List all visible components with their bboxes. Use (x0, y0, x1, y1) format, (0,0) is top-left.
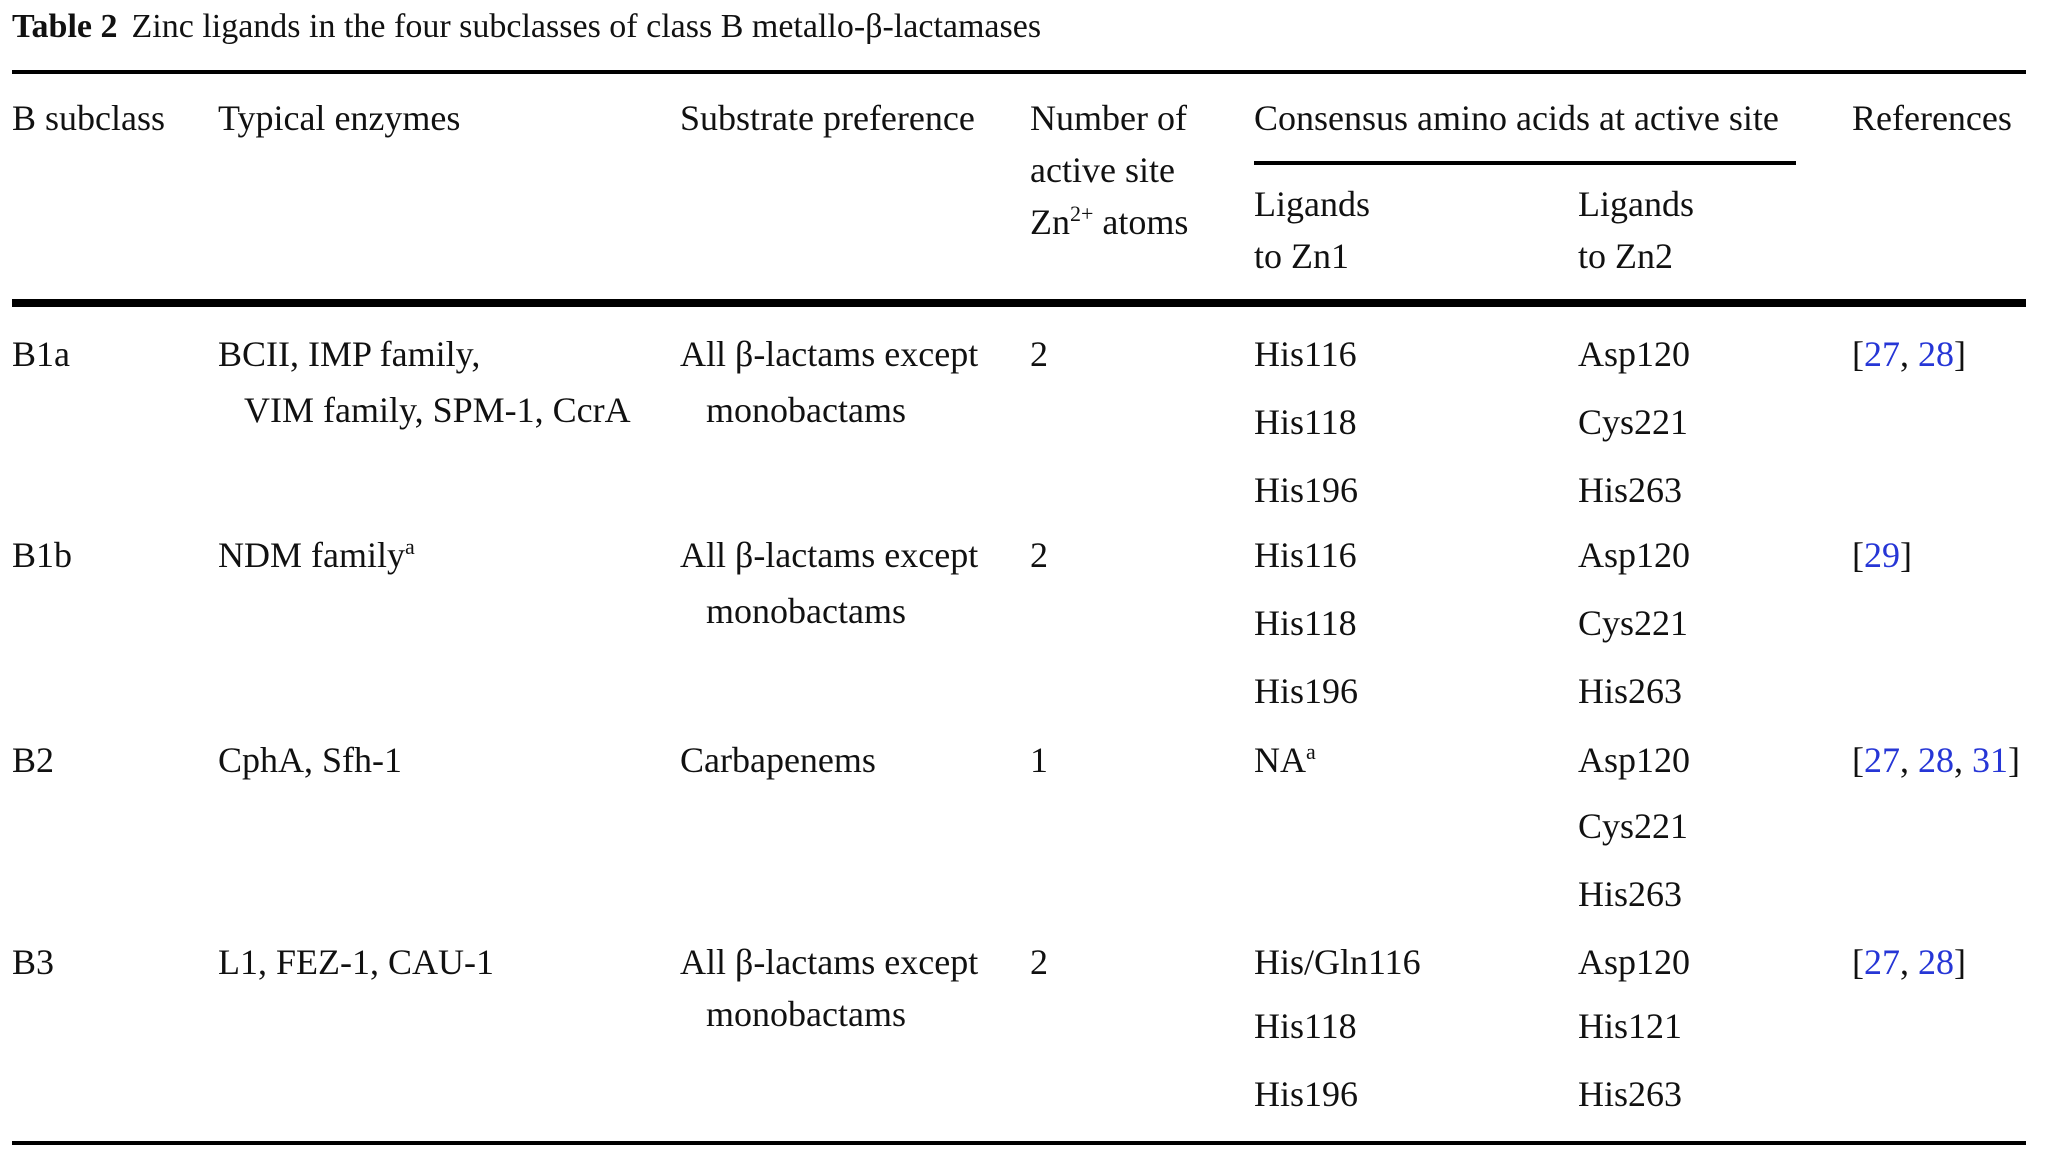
row-b3-subclass: B3 (12, 942, 55, 982)
citation-link[interactable]: 28 (1918, 740, 1954, 780)
row-b1a-enzymes (218, 334, 631, 430)
row-b2-zn-count: 1 (1030, 740, 1048, 780)
citation-link[interactable]: 27 (1864, 334, 1900, 374)
row-b3-references: [27, 28] (1852, 942, 1966, 982)
row-b3-zn1-3: His196 (1254, 1074, 1359, 1114)
footnote-marker: a (404, 534, 415, 559)
row-b2-enzymes: CphA, Sfh-1 (218, 740, 403, 780)
citation-link[interactable]: 28 (1918, 334, 1954, 374)
row-b1a-enzymes-line1: BCII, IMP family, (218, 334, 481, 374)
table-title: Zinc ligands in the four subclasses of class B metallo-β-lactamases (131, 8, 1042, 45)
row-b1a-zn2-2: Cys221 (1578, 402, 1689, 442)
row-b3-zn1-1: His/Gln116 (1254, 942, 1421, 982)
header-zn-atoms: atoms (1093, 202, 1189, 242)
header-rule (12, 299, 2026, 307)
row-b2-zn2-3: His263 (1578, 874, 1683, 914)
row-b1a-subclass: B1a (12, 334, 70, 374)
row-b3-zn-count: 2 (1030, 942, 1048, 982)
bottom-rule (12, 1141, 2026, 1145)
header-substrate: Substrate preference (680, 98, 975, 138)
row-b1a-zn1-3: His196 (1254, 470, 1359, 510)
footnote-marker: a (1306, 739, 1316, 764)
row-b1a-references: [27, 28] (1852, 334, 1966, 374)
row-b2-zn1-na: NA (1254, 740, 1306, 780)
header-zn1-line1: Ligands (1254, 184, 1370, 224)
row-b1a-substrate-line1: All β-lactams except (680, 334, 979, 374)
header-zn1-line2: to Zn1 (1254, 236, 1349, 276)
header-zn-charge: 2+ (1070, 201, 1094, 226)
header-zn2-line2: to Zn2 (1578, 236, 1673, 276)
row-b2-zn1 (1254, 740, 1316, 780)
header-zn2 (1578, 178, 1694, 282)
header-references: References (1852, 98, 2012, 138)
row-b2-subclass: B2 (12, 740, 55, 780)
row-b1b-zn2-1: Asp120 (1578, 535, 1691, 575)
row-b1b-zn1-1: His116 (1254, 535, 1357, 575)
row-b1a-zn2-1: Asp120 (1578, 334, 1691, 374)
table-label: Table 2 (12, 8, 118, 45)
row-b1b-zn2-2: Cys221 (1578, 603, 1689, 643)
row-b1b-zn1-3: His196 (1254, 671, 1359, 711)
row-b3-substrate (680, 942, 978, 1034)
row-b1a-zn1-1: His116 (1254, 334, 1357, 374)
row-b3-substrate-line1: All β-lactams except (680, 942, 979, 982)
row-b1a-zn-count: 2 (1030, 334, 1048, 374)
row-b1a-substrate-line2: monobactams (706, 390, 906, 430)
citation-link[interactable]: 27 (1864, 740, 1900, 780)
row-b1b-substrate-line1: All β-lactams except (680, 535, 979, 575)
top-rule (12, 70, 2026, 74)
header-zn-line3 (1030, 196, 1188, 248)
row-b1b-substrate (680, 535, 978, 631)
row-b3-enzymes: L1, FEZ-1, CAU-1 (218, 942, 494, 982)
row-b2-zn2-2: Cys221 (1578, 806, 1689, 846)
row-b1a-enzymes-line2: VIM family, SPM-1, CcrA (244, 390, 631, 430)
row-b1b-subclass: B1b (12, 535, 73, 575)
header-enzymes: Typical enzymes (218, 98, 461, 138)
header-zn2-line1: Ligands (1578, 184, 1694, 224)
row-b2-references: [27, 28, 31] (1852, 740, 2020, 780)
row-b1b-substrate-line2: monobactams (706, 591, 906, 631)
citation-link[interactable]: 31 (1972, 740, 2008, 780)
header-zn-symbol: Zn (1030, 202, 1070, 242)
citation-link[interactable]: 28 (1918, 942, 1954, 982)
row-b1a-zn2-3: His263 (1578, 470, 1683, 510)
header-zn-line2: active site (1030, 150, 1175, 190)
row-b1b-zn1-2: His118 (1254, 603, 1357, 643)
row-b1b-enzymes-text: NDM family (218, 535, 405, 575)
row-b3-zn1-2: His118 (1254, 1006, 1357, 1046)
row-b1b-references: [29] (1852, 535, 1912, 575)
row-b3-zn2-1: Asp120 (1578, 942, 1691, 982)
header-consensus: Consensus amino acids at active site (1254, 98, 1779, 138)
header-zn1 (1254, 178, 1370, 282)
header-zn-count (1030, 92, 1188, 248)
row-b1b-zn2-3: His263 (1578, 671, 1683, 711)
consensus-subrule (1254, 161, 1796, 165)
header-subclass: B subclass (12, 98, 165, 138)
row-b1b-zn-count: 2 (1030, 535, 1048, 575)
row-b1b-enzymes (218, 535, 415, 575)
row-b1a-zn1-2: His118 (1254, 402, 1357, 442)
row-b2-substrate: Carbapenems (680, 740, 876, 780)
row-b3-zn2-2: His121 (1578, 1006, 1683, 1046)
table-caption (12, 8, 1041, 46)
row-b3-zn2-3: His263 (1578, 1074, 1683, 1114)
row-b1a-substrate (680, 334, 978, 430)
row-b2-zn2-1: Asp120 (1578, 740, 1691, 780)
row-b3-substrate-line2: monobactams (706, 994, 906, 1034)
citation-link[interactable]: 29 (1864, 535, 1900, 575)
header-zn-line1: Number of (1030, 98, 1187, 138)
citation-link[interactable]: 27 (1864, 942, 1900, 982)
